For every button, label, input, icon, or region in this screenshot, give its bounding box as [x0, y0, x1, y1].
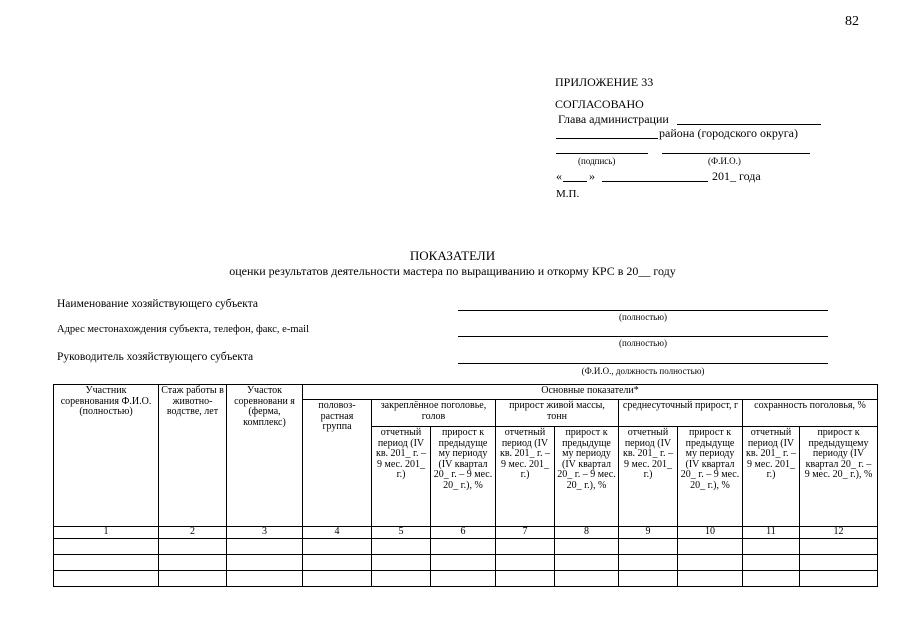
signature-line [556, 153, 648, 154]
sub-growth-previous: прирост к предыдуще му периоду (IV квартал 20_ г. – 9 мес. 20_ г.), % [555, 427, 619, 527]
field-head-caption: (Ф.И.О., должность полностью) [581, 366, 705, 376]
fio-line [662, 153, 810, 154]
field-head-label: Руководитель хозяйствующего субъекта [57, 351, 254, 363]
column-number: 12 [800, 527, 878, 539]
field-entity-line[interactable] [458, 310, 828, 311]
district-line [556, 138, 658, 139]
header-main-indicators: Основные показатели* [303, 385, 878, 400]
fio-caption: (Ф.И.О.) [708, 156, 741, 166]
column-numbers-row [54, 527, 878, 539]
field-address-label: Адрес местонахождения субъекта, телефон, факс, e-mail [57, 324, 310, 335]
seal-label: М.П. [556, 188, 580, 200]
field-address-caption: (полностью) [619, 338, 667, 348]
column-number: 10 [678, 527, 743, 539]
sub-reporting-period: отчетный период (IV кв. 201_ г. – 9 мес. 201_ г.) [496, 427, 555, 527]
header-site: Участок соревновани я (ферма, комплекс) [227, 385, 303, 527]
header-assigned-livestock: закреплённое поголовье, голов [372, 400, 496, 427]
date-close: » [589, 169, 595, 183]
sub-growth-previous: прирост к предыдуще му периоду (IV квартал 20_ г. – 9 мес. 20_ г.), % [678, 427, 743, 527]
header-safety: сохранность поголовья, % [743, 400, 878, 427]
signature-caption: (подпись) [578, 156, 616, 166]
sub-growth-previous: прирост к предыдущему периоду (IV квартал 20_ г. – 9 мес. 20_ г.), % [800, 427, 878, 527]
head-line [677, 124, 821, 125]
district-label: района (городского округа) [659, 126, 798, 140]
column-number: 7 [496, 527, 555, 539]
field-head-line[interactable] [458, 363, 828, 364]
header-experience: Стаж работы в животно-водстве, лет [159, 385, 227, 527]
column-number: 8 [555, 527, 619, 539]
column-number: 4 [303, 527, 372, 539]
header-daily-gain: среднесуточный прирост, г [619, 400, 743, 427]
column-number: 1 [54, 527, 159, 539]
header-weight-gain: прирост живой массы, тонн [496, 400, 619, 427]
field-address-line[interactable] [458, 336, 828, 337]
sub-reporting-period: отчетный период (IV кв. 201_ г. – 9 мес. 201_ г.) [743, 427, 800, 527]
document-subtitle: оценки результатов деятельности мастера по выращиванию и откорму КРС в 20__ году [229, 264, 676, 278]
column-number: 9 [619, 527, 678, 539]
date-open: « [556, 169, 562, 183]
column-number: 3 [227, 527, 303, 539]
sub-growth-previous: прирост к предыдуще му периоду (IV квартал 20_ г. – 9 мес. 20_ г.), % [431, 427, 496, 527]
column-number: 6 [431, 527, 496, 539]
table-row[interactable] [54, 539, 878, 555]
field-entity-label: Наименование хозяйствующего субъекта [57, 298, 258, 310]
table-row[interactable] [54, 555, 878, 571]
field-entity-caption: (полностью) [619, 312, 667, 322]
page-number: 82 [845, 14, 859, 29]
header-sex-age-group: половоз-растная группа [303, 400, 372, 527]
column-number: 11 [743, 527, 800, 539]
table-row[interactable] [54, 571, 878, 587]
column-number: 5 [372, 527, 431, 539]
year-label: 201_ года [712, 169, 761, 183]
head-label: Глава администрации [558, 112, 669, 126]
indicators-table [53, 384, 878, 587]
day-line [563, 181, 587, 182]
column-number: 2 [159, 527, 227, 539]
header-participant: Участник соревнования Ф.И.О. (полностью) [54, 385, 159, 527]
appendix-label: ПРИЛОЖЕНИЕ 33 [555, 75, 654, 89]
sub-reporting-period: отчетный период (IV кв. 201_ г. – 9 мес. 201_ г.) [619, 427, 678, 527]
month-line [602, 181, 708, 182]
document-title: ПОКАЗАТЕЛИ [409, 248, 496, 263]
sub-reporting-period: отчетный период (IV кв. 201_ г. – 9 мес. 201_ г.) [372, 427, 431, 527]
agreed-label: СОГЛАСОВАНО [555, 97, 644, 111]
